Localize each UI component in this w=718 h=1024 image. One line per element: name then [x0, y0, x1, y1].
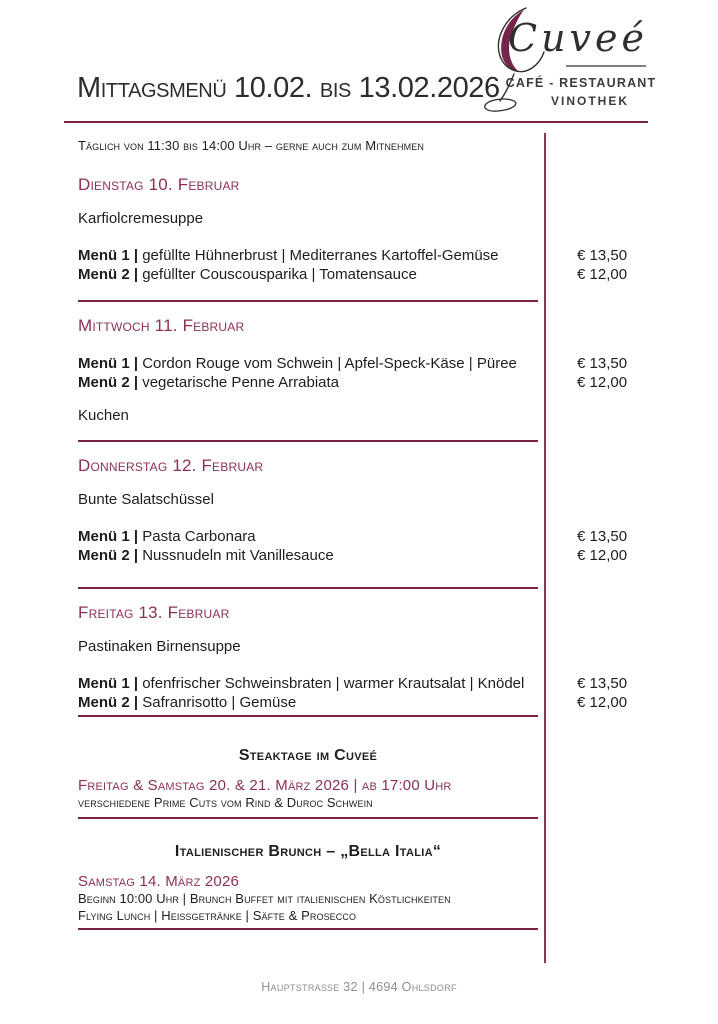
menu-row: [78, 373, 640, 392]
event-title: Steaktage im Cuveé: [238, 747, 378, 764]
section-divider: [78, 587, 538, 589]
event-date: Samstag 14. März 2026: [78, 873, 240, 890]
menu-list: [78, 674, 640, 712]
event-title: Italienischer Brunch – „Bella Italia“: [174, 843, 442, 860]
menu-price: € 12,00: [577, 266, 628, 283]
menu-text: gefüllte Hühnerbrust | Mediterranes Kartoffel-Gemüse: [142, 247, 499, 264]
menu-text: Safranrisotto | Gemüse: [142, 694, 297, 711]
menu-label: Menü 2 |: [78, 374, 139, 391]
event-detail: Beginn 10:00 Uhr | Brunch Buffet mit italienischen Köstlichkeiten: [78, 891, 451, 906]
menu-content: [78, 133, 640, 930]
menu-price: € 12,00: [577, 374, 628, 391]
menu-price: € 13,50: [577, 247, 628, 264]
day-section-donnerstag: [78, 457, 640, 589]
menu-list: [78, 527, 640, 565]
menu-label: Menü 1 |: [78, 528, 139, 545]
menu-row: [78, 527, 640, 546]
menu-list: [78, 354, 640, 392]
menu-text: Pasta Carbonara: [142, 528, 256, 545]
menu-item: [78, 373, 544, 392]
menu-label: Menü 1 |: [78, 247, 139, 264]
menu-row: [78, 246, 640, 265]
menu-label: Menü 2 |: [78, 694, 139, 711]
section-divider: [78, 440, 538, 442]
menu-text: ofenfrischer Schweinsbraten | warmer Krautsalat | Knödel: [142, 675, 525, 692]
section-divider: [78, 300, 538, 302]
menu-item: [78, 527, 544, 546]
menu-row: [78, 693, 640, 712]
day-section-mittwoch: [78, 317, 640, 442]
menu-list: [78, 246, 640, 284]
menu-label: Menü 1 |: [78, 355, 139, 372]
day-heading: Mittwoch 11. Februar: [78, 316, 245, 335]
menu-item: [78, 354, 544, 373]
section-divider: [78, 817, 538, 819]
event-date: Freitag & Samstag 20. & 21. März 2026 | ab 17:00 Uhr: [78, 777, 452, 794]
day-section-dienstag: [78, 176, 640, 302]
menu-price: € 12,00: [577, 694, 628, 711]
day-note: Kuchen: [78, 407, 129, 424]
event-detail: Flying Lunch | Heißgetränke | Säfte & Prosecco: [78, 908, 357, 923]
menu-row: [78, 265, 640, 284]
day-note: Pastinaken Birnensuppe: [78, 638, 241, 655]
logo-script-name: Cuveé: [508, 16, 644, 60]
menu-text: Nussnudeln mit Vanillesauce: [142, 547, 334, 564]
menu-text: vegetarische Penne Arrabiata: [142, 374, 340, 391]
event-section-steaktage: [78, 747, 640, 819]
opening-hours-note: Täglich von 11:30 bis 14:00 Uhr – gerne auch zum Mitnehmen: [78, 138, 424, 153]
day-heading: Dienstag 10. Februar: [78, 175, 240, 194]
menu-row: [78, 546, 640, 565]
menu-label: Menü 1 |: [78, 675, 139, 692]
day-note: Bunte Salatschüssel: [78, 491, 214, 508]
menu-item: [78, 674, 544, 693]
menu-item: [78, 246, 544, 265]
day-section-freitag: [78, 604, 640, 717]
logo-line2: VINOTHEK: [550, 94, 630, 108]
menu-label: Menü 2 |: [78, 547, 139, 564]
menu-text: gefüllter Couscousparika | Tomatensauce: [142, 266, 417, 283]
address-footer: Hauptstraße 32 | 4694 Ohlsdorf: [261, 980, 457, 994]
menu-row: [78, 354, 640, 373]
menu-item: [78, 693, 544, 712]
menu-label: Menü 2 |: [78, 266, 139, 283]
event-detail: verschiedene Prime Cuts vom Rind & Duroc Schwein: [78, 795, 373, 810]
header-divider: [64, 121, 648, 123]
menu-text: Cordon Rouge vom Schwein | Apfel-Speck-Käse | Püree: [142, 355, 517, 372]
day-heading: Freitag 13. Februar: [78, 603, 230, 622]
event-section-brunch: [78, 843, 640, 930]
restaurant-logo: [478, 4, 658, 120]
menu-price: € 13,50: [577, 528, 628, 545]
menu-price: € 12,00: [577, 547, 628, 564]
section-divider: [78, 715, 538, 717]
page-title: Mittagsmenü 10.02. bis 13.02.2026: [77, 72, 500, 104]
section-divider: [78, 928, 538, 930]
menu-price: € 13,50: [577, 675, 628, 692]
wine-glass-icon: [478, 4, 658, 120]
menu-price: € 13,50: [577, 355, 628, 372]
day-note: Karfiolcremesuppe: [78, 210, 204, 227]
logo-line1: CAFÉ - RESTAURANT: [505, 76, 657, 90]
menu-row: [78, 674, 640, 693]
menu-item: [78, 265, 544, 284]
menu-item: [78, 546, 544, 565]
day-heading: Donnerstag 12. Februar: [78, 456, 264, 475]
